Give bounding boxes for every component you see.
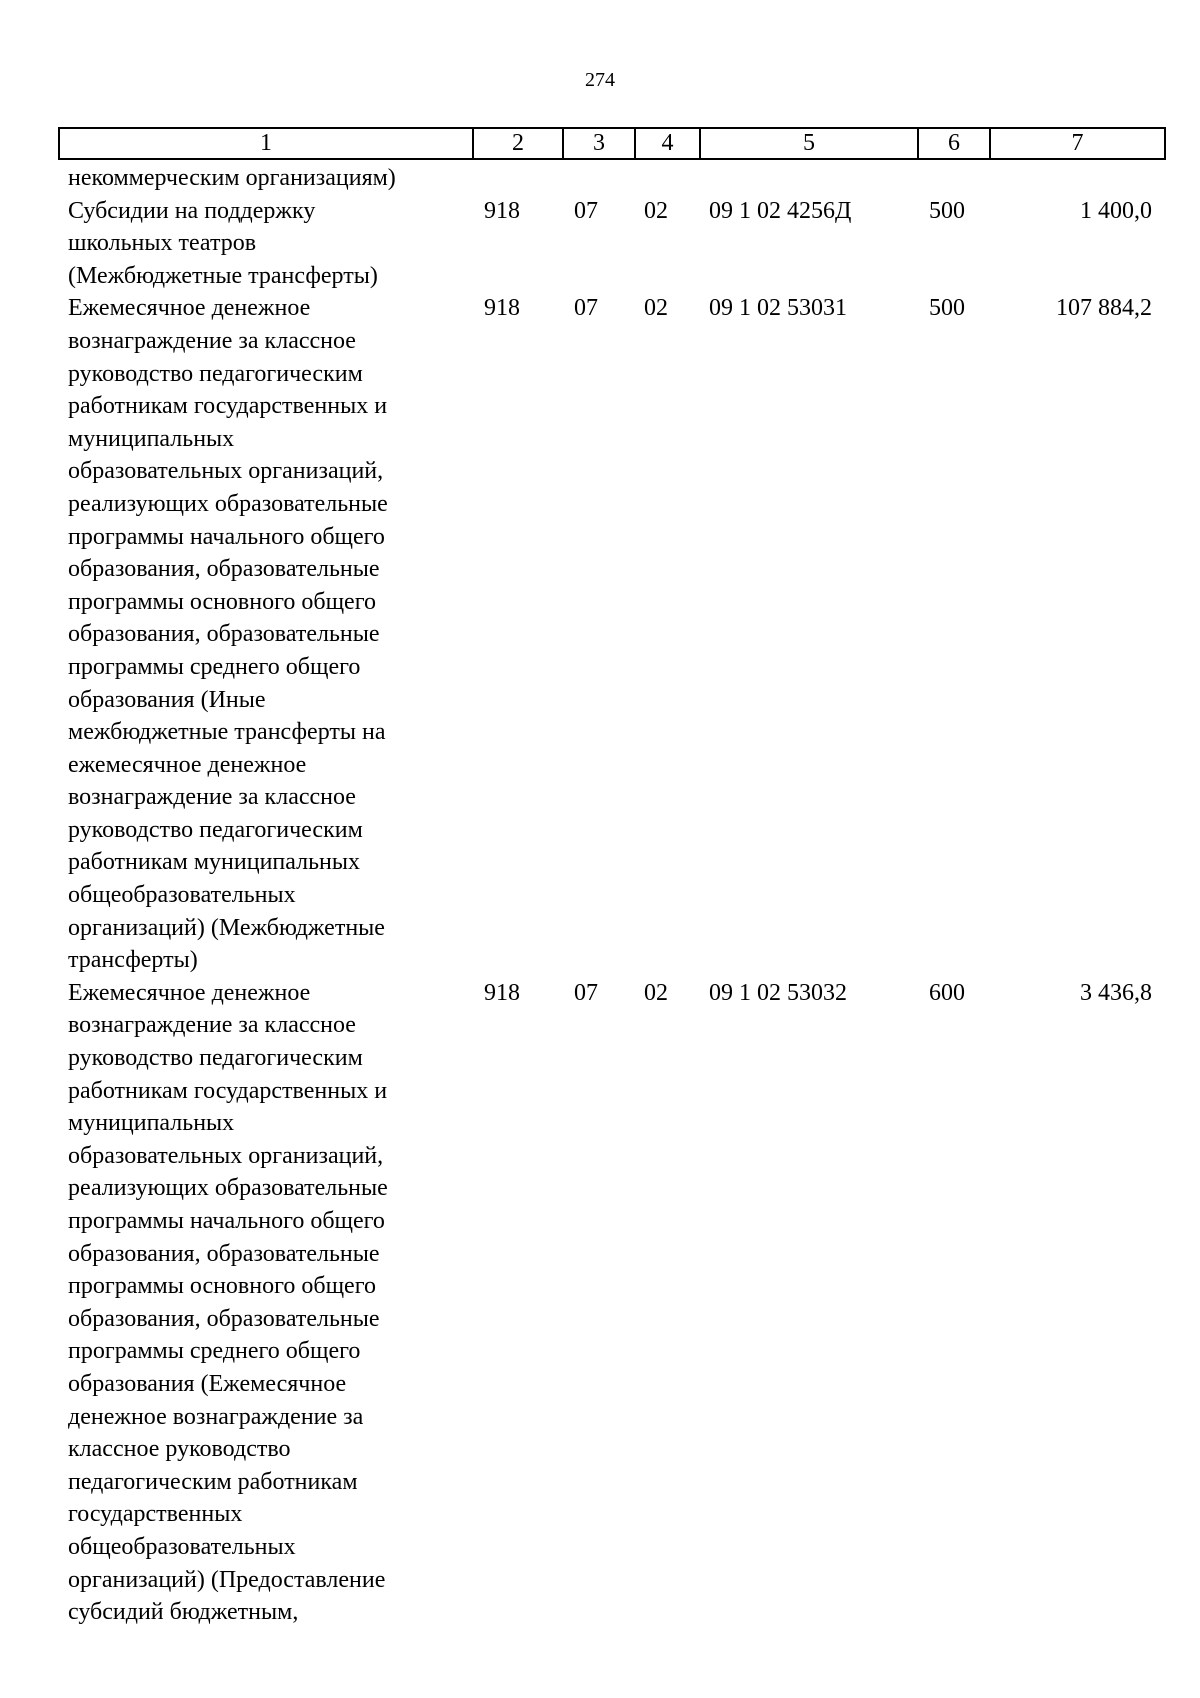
page-number: 274 (585, 69, 615, 91)
row-subsection (634, 162, 699, 195)
row-admin-code: 918 (484, 197, 520, 224)
row-subsection: 02 (644, 197, 668, 224)
row-description: Ежемесячное денежное вознаграждение за классное руководство педагогическим работникам государственных и муниципальных образовательных организаций, реализующих образовательные программы начального общего образования, образовательные программы основного общего образования, образовательные программы среднего общего образования (Ежемесячное денежное вознаграждение за классное руководство педагогическим работникам государственных общеобразовательных организаций) (Предоставление субсидий бюджетным, (68, 979, 388, 1626)
row-description: Ежемесячное денежное вознаграждение за классное руководство педагогическим работникам государственных и муниципальных образовательных организаций, реализующих образовательные программы начального общего образования, образовательные программы основного общего образования, образовательные программы среднего общего образования (Иные межбюджетные трансферты на ежемесячное денежное вознаграждение за классное руководство педагогическим работникам муниципальных общеобразовательных организаций) (Межбюджетные трансферты) (68, 295, 388, 974)
header-col-4: 4 (636, 129, 701, 158)
row-expense-type: 500 (929, 197, 965, 224)
header-col-7: 7 (1071, 130, 1084, 156)
row-section: 07 (574, 979, 598, 1006)
row-subsection: 02 (644, 295, 668, 322)
row-target-article: 09 1 02 4256Д (709, 197, 852, 224)
row-expense-type: 500 (929, 295, 965, 322)
row-amount: 3 436,8 (1080, 979, 1152, 1006)
row-admin-code (472, 162, 562, 195)
header-col-3: 3 (564, 129, 636, 158)
row-admin-code: 918 (484, 295, 520, 322)
table-row (58, 195, 1166, 293)
row-section (562, 162, 634, 195)
row-section: 07 (574, 197, 598, 224)
table-row (58, 162, 1166, 195)
row-description: некоммерческим организациям) (68, 165, 396, 191)
row-description: Субсидии на поддержку школьных театров (Межбюджетные трансферты) (68, 197, 378, 289)
header-col-6: 6 (919, 129, 991, 158)
row-target-article: 09 1 02 53032 (709, 979, 847, 1006)
header-col-2: 2 (474, 129, 564, 158)
row-subsection: 02 (644, 979, 668, 1006)
table-header (58, 127, 1166, 160)
row-amount: 107 884,2 (1056, 295, 1152, 322)
row-amount: 1 400,0 (1080, 197, 1152, 224)
row-expense-type (917, 162, 989, 195)
header-col-5: 5 (701, 129, 919, 158)
row-target-article: 09 1 02 53031 (709, 295, 847, 322)
row-section: 07 (574, 295, 598, 322)
header-col-1: 1 (60, 129, 474, 158)
table-row (58, 977, 1166, 1629)
table-row (58, 292, 1166, 976)
table-body (58, 162, 1166, 1629)
row-admin-code: 918 (484, 979, 520, 1006)
row-target-article (699, 162, 917, 195)
row-amount (989, 162, 1162, 195)
row-expense-type: 600 (929, 979, 965, 1006)
